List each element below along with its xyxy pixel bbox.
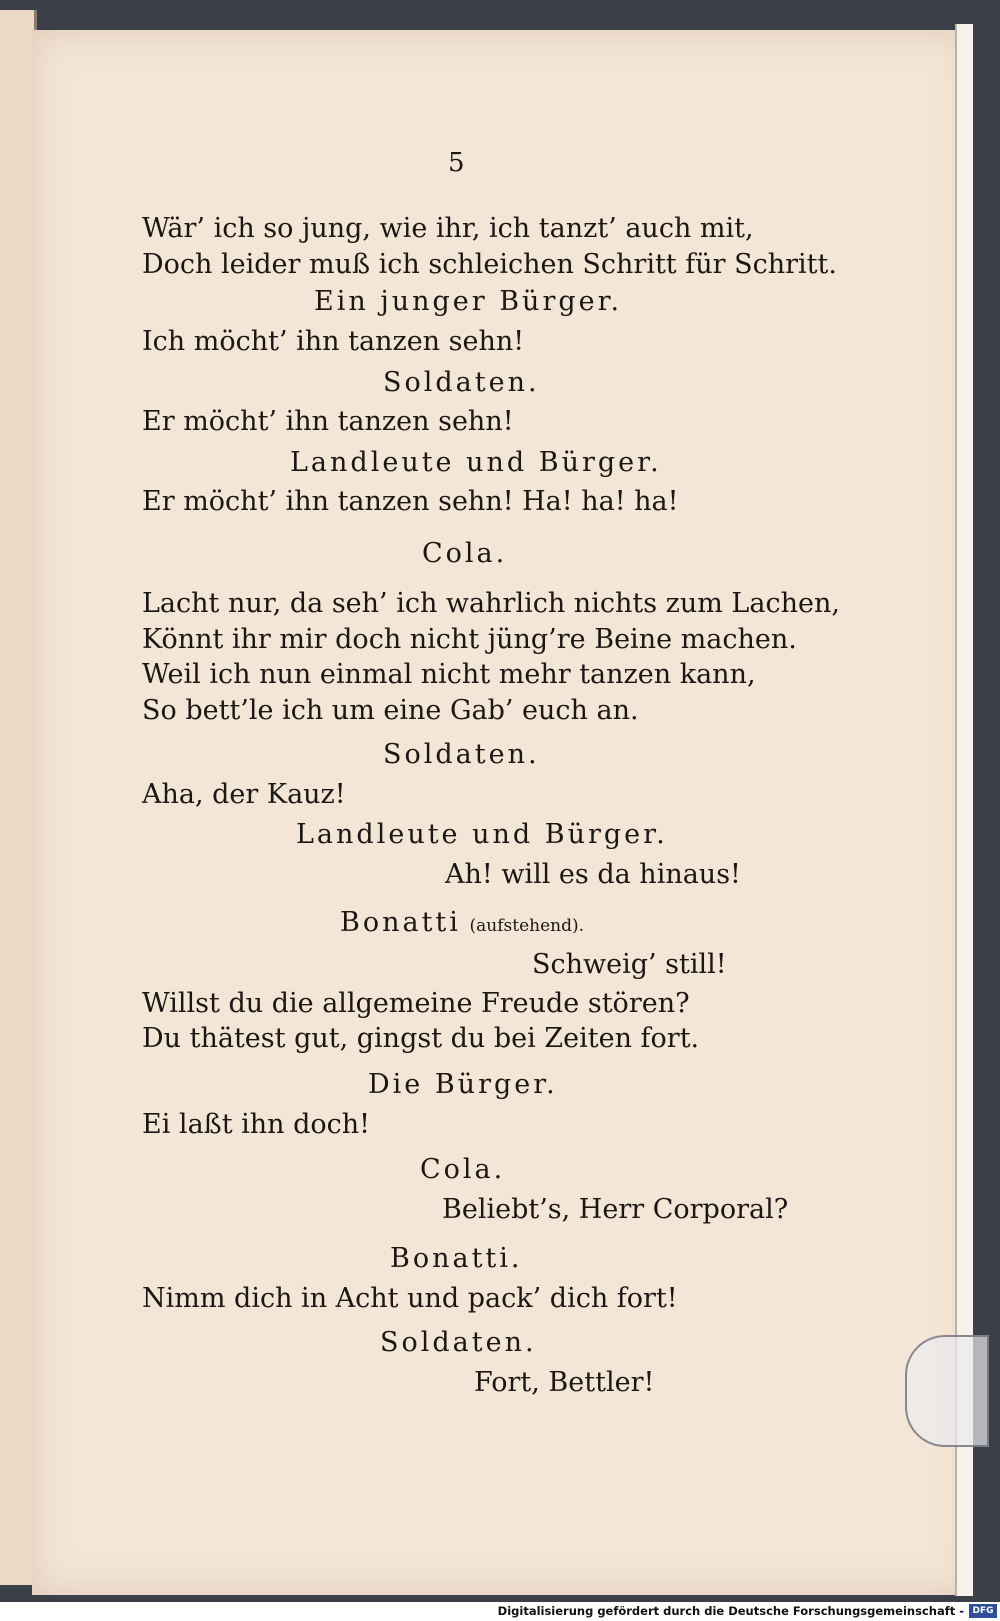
stage-direction: (aufstehend). [469, 916, 585, 936]
verse-line: Er möcht’ ihn tanzen sehn! Ha! ha! ha! [142, 486, 679, 517]
speaker-heading: Bonatti [340, 907, 461, 938]
funding-notice: Digitalisierung gefördert durch die Deutsche Forschungsgemeinschaft - [497, 1604, 964, 1618]
verse-line: Beliebt’s, Herr Corporal? [442, 1194, 789, 1225]
verse-line: Weil ich nun einmal nicht mehr tanzen kann, [142, 659, 756, 690]
speaker-heading: Landleute und Bürger. [296, 819, 668, 850]
verse-line: Aha, der Kauz! [142, 779, 346, 810]
speaker-heading: Landleute und Bürger. [290, 447, 662, 478]
verse-line: Lacht nur, da seh’ ich wahrlich nichts zum Lachen, [142, 588, 840, 619]
footer-bar [0, 1602, 1000, 1621]
speaker-heading: Cola. [420, 1154, 506, 1185]
verse-line: Willst du die allgemeine Freude stören? [142, 988, 690, 1019]
verse-line: Schweig’ still! [532, 949, 727, 980]
verse-line: So bett’le ich um eine Gab’ euch an. [142, 695, 639, 726]
page-number: 5 [448, 148, 465, 178]
verse-line: Wär’ ich so jung, wie ihr, ich tanzt’ auch mit, [142, 213, 754, 244]
verse-line: Doch leider muß ich schleichen Schritt für Schritt. [142, 249, 837, 280]
speaker-heading: Soldaten. [383, 739, 540, 770]
speaker-heading: Ein junger Bürger. [314, 286, 623, 317]
dfg-logo: DFG [969, 1604, 997, 1618]
verse-line: Er möcht’ ihn tanzen sehn! [142, 406, 514, 437]
speaker-heading: Cola. [422, 538, 508, 569]
verse-line: Du thätest gut, gingst du bei Zeiten fort. [142, 1023, 700, 1054]
verse-line: Könnt ihr mir doch nicht jüng’re Beine machen. [142, 624, 797, 655]
speaker-heading: Soldaten. [383, 367, 540, 398]
speaker-heading: Bonatti. [390, 1243, 523, 1274]
verse-line: Ah! will es da hinaus! [445, 859, 741, 890]
speaker-heading: Die Bürger. [368, 1069, 558, 1100]
page-clip-tab [905, 1335, 989, 1447]
verse-line: Ich möcht’ ihn tanzen sehn! [142, 326, 525, 357]
verse-line: Nimm dich in Acht und pack’ dich fort! [142, 1283, 678, 1314]
verse-line: Fort, Bettler! [474, 1367, 655, 1398]
speaker-heading: Soldaten. [380, 1327, 537, 1358]
verse-line: Ei laßt ihn doch! [142, 1109, 371, 1140]
